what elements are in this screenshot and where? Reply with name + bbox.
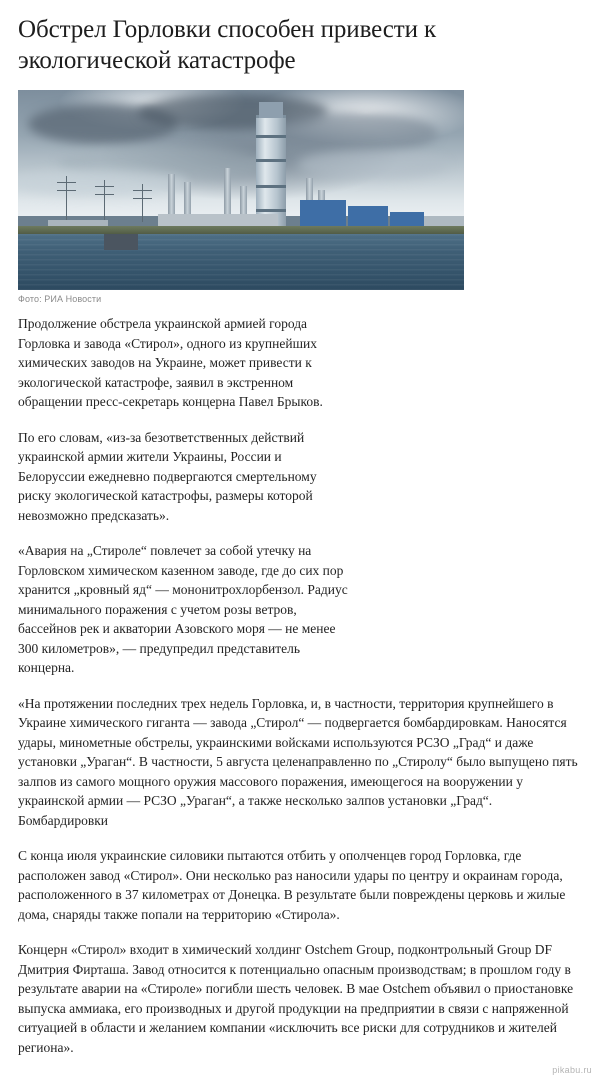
power-pylon bbox=[66, 176, 67, 222]
water-surface bbox=[18, 234, 464, 290]
article-paragraph: По его словам, «из-за безответственных действий украинской армии жители Украины, России и Белоруссии ежедневно подвергаются смертельному риску экологической катастрофы, размеры которой невозможно предсказать». bbox=[18, 429, 317, 523]
article-figure bbox=[18, 90, 464, 304]
article-paragraph: «На протяжении последних трех недель Горловка, и, в частности, территория крупнейшего в Украине химического гиганта — завода „Стирол“ — подвергается бомбардировкам. Наносятся удары, минометные обстрелы, украинскими войсками используются РСЗО „Град“ и даже установки „Ураган“. В частности, 5 августа целенаправленно по „Стиролу“ было выпущено пять залпов из самого мощного оружия массового поражения, имеющегося на вооружении у украинской армии — РСЗО „Ураган“, а также несколько залпов установки „Град“. Бомбардировки bbox=[18, 695, 578, 828]
tower-band bbox=[256, 159, 286, 162]
article-paragraph: Продолжение обстрела украинской армией города Горловка и завода «Стирол», одного из крупнейших химических заводов на Украине, может привести к экологической катастрофе, заявил в экстренном обращении пресс-секретарь концерна Павел Брыков. bbox=[18, 316, 323, 409]
site-watermark: pikabu.ru bbox=[552, 1065, 592, 1075]
page-title: Обстрел Горловки способен привести к экологической катастрофе bbox=[18, 16, 437, 74]
tower-cap bbox=[259, 102, 283, 118]
article-paragraph: Концерн «Стирол» входит в химический холдинг Ostchem Group, подконтрольный Group DF Дмитрия Фирташа. Завод относится к потенциально опасным производствам; в прошлом году в результате аварии на «Стироле» погибли шесть человек. В мае Ostchem объявил о приостановке выпуска аммиака, его производных и другой продукции на предприятии в связи с напряженной ситуацией в области и желанием компании «исключить все риски для сотрудников и жителей региона». bbox=[18, 942, 574, 1055]
power-pylon bbox=[104, 180, 105, 222]
tower-band bbox=[256, 135, 286, 138]
tower-band bbox=[256, 209, 286, 212]
article-paragraph: «Авария на „Стироле“ повлечет за собой утечку на Горловском химическом казенном заводе, где до сих пор хранится „кровный яд“ — мононитрохлорбензол. Радиус минимального поражения с учетом розы ветров, бассейнов рек и акватории Азовского моря — не менее 300 километров», — предупредил представитель концерна. bbox=[18, 543, 348, 675]
chemical-plant-photo bbox=[18, 90, 464, 290]
power-pylon bbox=[142, 184, 143, 222]
plant-silhouette bbox=[18, 160, 464, 230]
cloud-shape bbox=[268, 112, 438, 154]
pier-structure bbox=[104, 234, 138, 250]
tower-band bbox=[256, 185, 286, 188]
article-paragraph: С конца июля украинские силовики пытаются отбить у ополченцев город Горловка, где расположен завод «Стирол». Они несколько раз наносили удары по центру и окраинам города, расположенного в 37 километрах от Донецка. В результате были повреждены церковь и жилые дома, снаряды также попали на территорию «Стирола». bbox=[18, 848, 566, 922]
distillation-tower bbox=[256, 115, 286, 230]
photo-credit: Фото: РИА Новости bbox=[18, 294, 102, 304]
